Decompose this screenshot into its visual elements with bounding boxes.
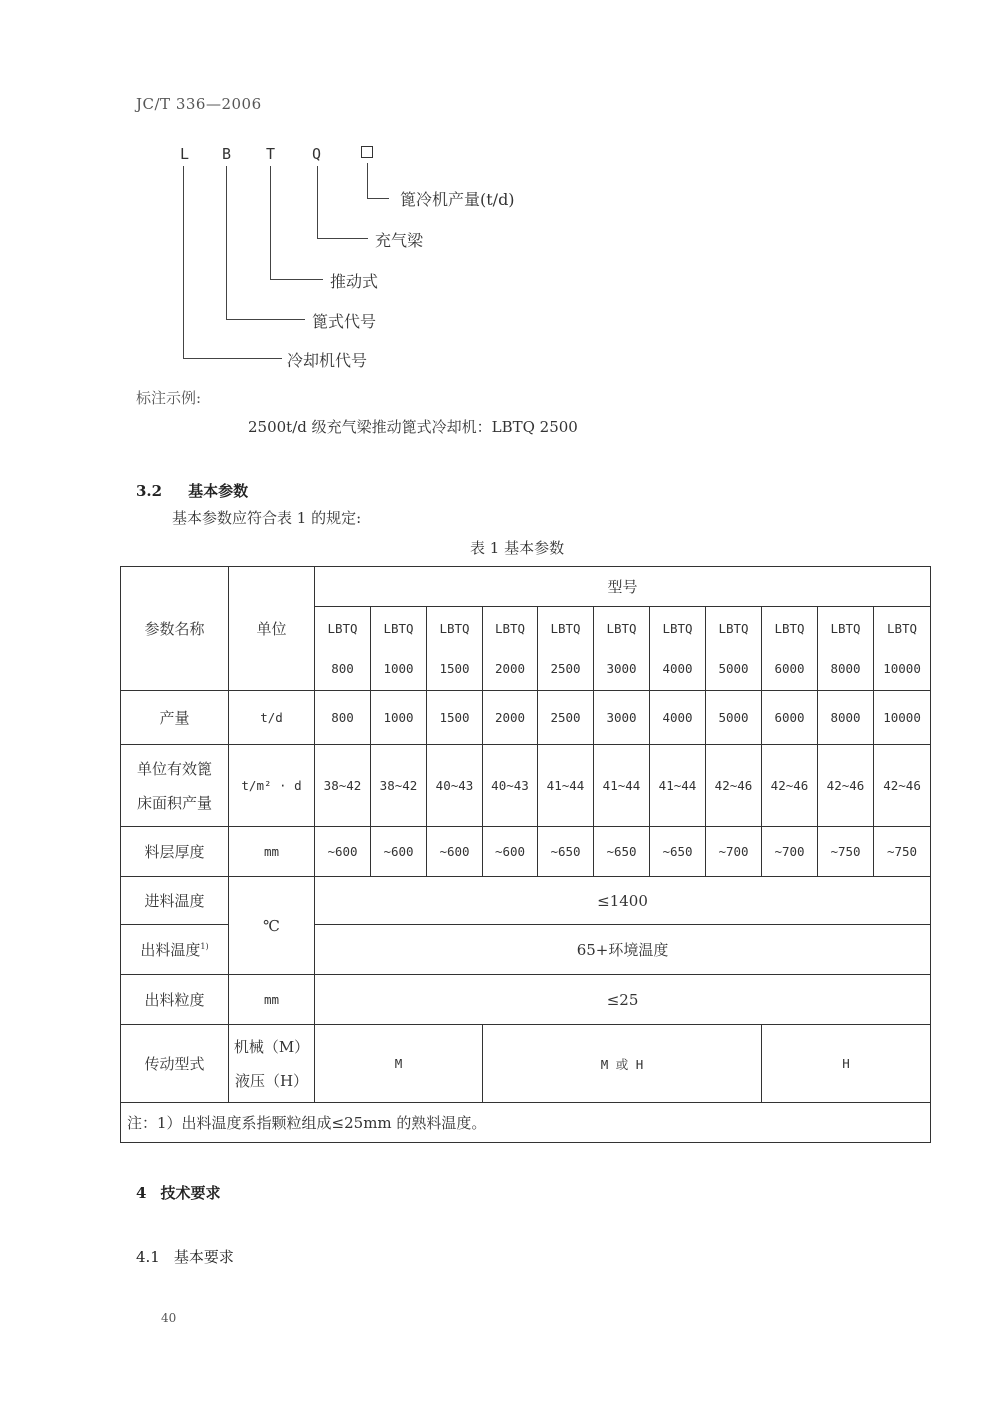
connector-line xyxy=(317,166,318,238)
code-label-push-type: 推动式 xyxy=(330,272,379,291)
unit-cell: t/m² · d xyxy=(229,745,315,827)
model-prefix: LBTQ xyxy=(774,620,805,636)
unit-output-value: 42~46 xyxy=(818,745,874,827)
example-label: 标注示例: xyxy=(136,389,202,407)
connector-line xyxy=(367,163,368,198)
model-number: 2000 xyxy=(494,660,526,676)
model-number: 10000 xyxy=(883,660,921,676)
unit-cell: t/d xyxy=(229,691,315,745)
drive-group-h: H xyxy=(762,1025,931,1103)
row-label-output: 产量 xyxy=(121,691,229,745)
model-number: 5000 xyxy=(718,660,749,676)
model-prefix: LBTQ xyxy=(383,620,414,636)
model-number: 800 xyxy=(331,660,354,676)
output-value: 8000 xyxy=(818,691,874,745)
unit-output-value: 42~46 xyxy=(874,745,931,827)
thickness-value: ~600 xyxy=(427,827,483,877)
section-title: 技术要求 xyxy=(160,1184,221,1202)
table-row xyxy=(121,691,931,745)
drive-group-m-or-h: M 或 H xyxy=(483,1025,762,1103)
model-number: 2500 xyxy=(550,660,581,676)
output-value: 4000 xyxy=(650,691,706,745)
model-header-cell xyxy=(706,607,762,691)
section-number: 3.2 xyxy=(136,482,163,500)
section-number: 4 xyxy=(136,1184,147,1202)
output-value: 3000 xyxy=(594,691,650,745)
unit-output-value: 40~43 xyxy=(427,745,483,827)
output-value: 6000 xyxy=(762,691,818,745)
table-note: 注：1）出料温度系指颗粒组成≤25mm 的熟料温度。 xyxy=(121,1103,931,1143)
connector-line xyxy=(367,198,389,199)
connector-line xyxy=(317,238,368,239)
row-label-inlet-temp: 进料温度 xyxy=(121,877,229,925)
section-4-1-heading xyxy=(136,1246,234,1267)
thickness-value: ~650 xyxy=(650,827,706,877)
label-text: 出料温度 xyxy=(140,941,201,959)
model-prefix: LBTQ xyxy=(718,620,749,636)
model-header-cell xyxy=(650,607,706,691)
unit-line: 机械（M） xyxy=(233,1037,310,1056)
model-prefix: LBTQ xyxy=(886,620,918,636)
code-letter-b: B xyxy=(222,145,232,163)
thickness-value: ~650 xyxy=(594,827,650,877)
table-row xyxy=(121,877,931,925)
unit-output-value: 42~46 xyxy=(706,745,762,827)
unit-output-value: 38~42 xyxy=(315,745,371,827)
model-prefix: LBTQ xyxy=(439,620,470,636)
output-value: 10000 xyxy=(874,691,931,745)
model-prefix: LBTQ xyxy=(830,620,861,636)
unit-cell: mm xyxy=(229,827,315,877)
section-intro: 基本参数应符合表 1 的规定: xyxy=(172,509,362,527)
output-value: 1000 xyxy=(371,691,427,745)
section-4-heading xyxy=(136,1182,220,1203)
document-header: JC/T 336—2006 xyxy=(136,95,262,113)
model-number: 6000 xyxy=(774,660,805,676)
label-line: 单位有效篦 xyxy=(136,759,212,778)
unit-output-value: 42~46 xyxy=(762,745,818,827)
model-number: 8000 xyxy=(830,660,861,676)
table-row xyxy=(121,1025,931,1103)
model-header-cell xyxy=(427,607,483,691)
unit-output-value: 41~44 xyxy=(594,745,650,827)
table-row xyxy=(121,745,931,827)
code-label-cooler-code: 冷却机代号 xyxy=(287,351,368,370)
output-value: 800 xyxy=(315,691,371,745)
code-label-aerated-beam: 充气梁 xyxy=(375,231,424,250)
model-header-cell xyxy=(315,607,371,691)
row-label-particle: 出料粒度 xyxy=(121,975,229,1025)
output-value: 2000 xyxy=(483,691,538,745)
outlet-temp-value: 65+环境温度 xyxy=(315,925,931,975)
section-3-2-heading xyxy=(136,480,248,501)
connector-line xyxy=(270,166,271,279)
model-number: 1000 xyxy=(383,660,414,676)
header-model: 型号 xyxy=(315,567,931,607)
section-number: 4.1 xyxy=(136,1248,160,1266)
thickness-value: ~750 xyxy=(874,827,931,877)
particle-value: ≤25 xyxy=(315,975,931,1025)
unit-line: 液压（H） xyxy=(234,1071,309,1090)
thickness-value: ~700 xyxy=(762,827,818,877)
thickness-value: ~600 xyxy=(315,827,371,877)
row-label-thickness: 料层厚度 xyxy=(121,827,229,877)
unit-output-value: 41~44 xyxy=(650,745,706,827)
model-number: 1500 xyxy=(439,660,470,676)
unit-cell: mm xyxy=(229,975,315,1025)
row-label-drive: 传动型式 xyxy=(121,1025,229,1103)
code-letter-t: T xyxy=(266,145,276,163)
connector-line xyxy=(183,358,282,359)
model-prefix: LBTQ xyxy=(606,620,637,636)
thickness-value: ~650 xyxy=(538,827,594,877)
example-text: 2500t/d 级充气梁推动篦式冷却机：LBTQ 2500 xyxy=(248,418,578,436)
thickness-value: ~600 xyxy=(483,827,538,877)
model-header-cell xyxy=(538,607,594,691)
table-row xyxy=(121,827,931,877)
thickness-value: ~600 xyxy=(371,827,427,877)
table-row xyxy=(121,1103,931,1143)
output-value: 2500 xyxy=(538,691,594,745)
section-title: 基本参数 xyxy=(188,482,249,500)
row-label-outlet-temp xyxy=(121,925,229,975)
header-param-name: 参数名称 xyxy=(121,567,229,691)
page-number: 40 xyxy=(161,1311,177,1325)
connector-line xyxy=(226,166,227,319)
inlet-temp-value: ≤1400 xyxy=(315,877,931,925)
unit-output-value: 40~43 xyxy=(483,745,538,827)
model-number: 3000 xyxy=(606,660,637,676)
code-letter-l: L xyxy=(180,145,190,163)
model-prefix: LBTQ xyxy=(550,620,581,636)
code-label-capacity: 篦冷机产量(t/d) xyxy=(400,190,515,209)
table-row xyxy=(121,975,931,1025)
output-value: 1500 xyxy=(427,691,483,745)
connector-line xyxy=(226,319,305,320)
unit-output-value: 38~42 xyxy=(371,745,427,827)
model-number: 4000 xyxy=(662,660,693,676)
model-header-cell xyxy=(483,607,538,691)
unit-cell-drive xyxy=(229,1025,315,1103)
code-letter-q: Q xyxy=(312,145,322,163)
model-header-cell xyxy=(594,607,650,691)
output-value: 5000 xyxy=(706,691,762,745)
model-header-cell xyxy=(874,607,931,691)
basic-parameters-table xyxy=(120,566,931,1143)
model-header-cell xyxy=(371,607,427,691)
table-row xyxy=(121,567,931,607)
footnote-ref: 1) xyxy=(200,942,209,951)
connector-line xyxy=(270,279,323,280)
model-prefix: LBTQ xyxy=(662,620,693,636)
model-prefix: LBTQ xyxy=(494,620,526,636)
label-line: 床面积产量 xyxy=(136,793,212,812)
code-placeholder-box xyxy=(361,146,373,158)
header-unit: 单位 xyxy=(229,567,315,691)
unit-output-value: 41~44 xyxy=(538,745,594,827)
connector-line xyxy=(183,166,184,358)
thickness-value: ~700 xyxy=(706,827,762,877)
model-header-cell xyxy=(762,607,818,691)
table-caption: 表 1 基本参数 xyxy=(470,539,565,557)
row-label-unit-output xyxy=(121,745,229,827)
thickness-value: ~750 xyxy=(818,827,874,877)
code-label-grate-code: 篦式代号 xyxy=(312,312,377,331)
model-prefix: LBTQ xyxy=(327,620,358,636)
drive-group-m: M xyxy=(315,1025,483,1103)
unit-cell-temp: ℃ xyxy=(229,877,315,975)
model-header-cell xyxy=(818,607,874,691)
section-title: 基本要求 xyxy=(173,1248,234,1266)
